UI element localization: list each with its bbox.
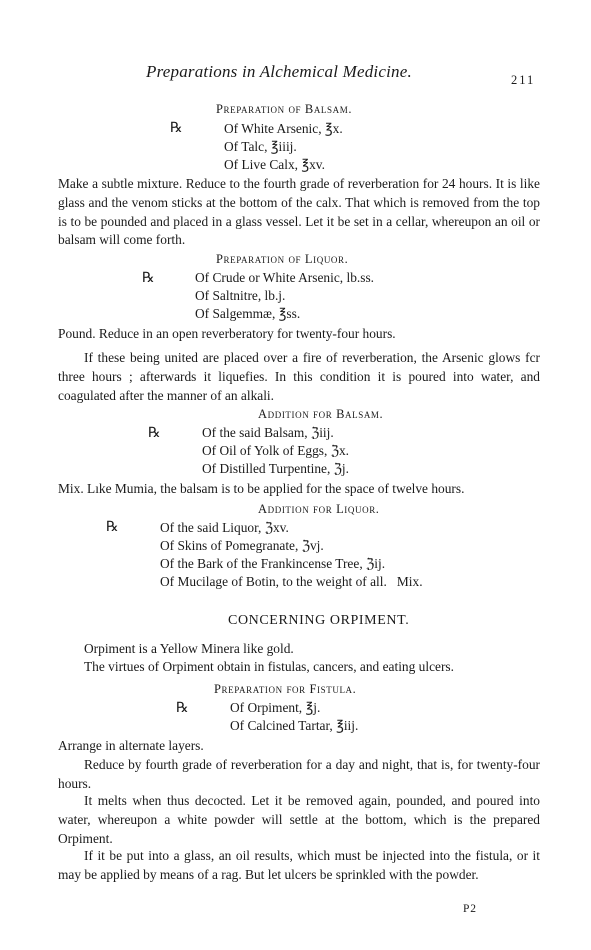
balsam-heading: Preparation of Balsam. (216, 102, 353, 116)
recipe-line: Of White Arsenic, ℥x. (224, 121, 343, 136)
recipe-line: Of Skins of Pomegranate, ℨvj. (160, 538, 324, 553)
running-title: Preparations in Alchemical Medicine. (146, 62, 412, 81)
addition-liquor-heading: Addition for Liquor. (258, 502, 380, 516)
recipe-line: Of Oil of Yolk of Eggs, ℨx. (202, 443, 350, 458)
balsam-paragraph: Make a subtle mixture. Reduce to the fourth grade of reverberation for 24 hours. It is like glass and the venom sticks at the bottom of the calx. That which is removed from the top is to be pounded and placed in a glass vessel. Let it be set in a cellar, whereupon an oil or balsam will come forth. (58, 176, 540, 248)
orpiment-paragraph: Reduce by fourth grade of reverberation for a day and night, that is, for twenty-four hours. (58, 757, 540, 791)
recipe-line: Of Orpiment, ℥j. (230, 700, 321, 715)
recipe-symbol: ℞ (106, 520, 119, 535)
recipe-line: Of Saltnitre, lb.j. (195, 288, 286, 303)
fistula-heading: Preparation for Fistula. (214, 682, 357, 696)
recipe-line: Of Salgemmæ, ℥ss. (195, 306, 301, 321)
orpiment-paragraph: It melts when thus decocted. Let it be removed again, pounded, and poured into water, whereupon a white powder will settle at the bottom, which is the prepared Orpiment. (58, 793, 540, 846)
recipe-symbol: ℞ (176, 701, 189, 716)
addition-balsam-heading: Addition for Balsam. (258, 407, 384, 421)
chapter-title: CONCERNING ORPIMENT. (228, 613, 410, 628)
liquor-heading: Preparation of Liquor. (216, 252, 349, 266)
recipe-symbol: ℞ (148, 426, 161, 441)
recipe-line: Of Talc, ℥iiij. (224, 139, 297, 154)
recipe-symbol: ℞ (142, 271, 155, 286)
orpiment-paragraph: If it be put into a glass, an oil results, which must be injected into the fistula, or it may be applied by means of a rag. But let ulcers be sprinkled with the powder. (58, 848, 540, 882)
recipe-symbol: ℞ (170, 121, 183, 136)
recipe-line: Of Live Calx, ℥xv. (224, 157, 325, 172)
recipe-line: Of the said Balsam, ℨiij. (202, 425, 334, 440)
addition-balsam-paragraph: Mix. Lıke Mumia, the balsam is to be applied for the space of twelve hours. (58, 481, 465, 496)
page-number: 211 (511, 73, 536, 87)
recipe-line: Of Mucilage of Botin, to the weight of all. Mix. (160, 574, 423, 589)
orpiment-paragraph: The virtues of Orpiment obtain in fistulas, cancers, and eating ulcers. (84, 659, 454, 674)
recipe-line: Of Distilled Turpentine, ℨj. (202, 461, 349, 476)
recipe-line: Of Crude or White Arsenic, lb.ss. (195, 270, 375, 285)
liquor-paragraph: If these being united are placed over a fire of reverberation, the Arsenic glows fcr three hours ; afterwards it liquefies. In this condition it is poured into water, and coagulated after the manner of an alkali. (58, 350, 540, 403)
liquor-paragraph: Pound. Reduce in an open reverberatory for twenty-four hours. (58, 326, 396, 341)
recipe-line: Of Calcined Tartar, ℥iij. (230, 718, 359, 733)
recipe-line: Of the said Liquor, ℨxv. (160, 520, 289, 535)
orpiment-paragraph: Orpiment is a Yellow Minera like gold. (84, 641, 294, 656)
signature-mark: P2 (463, 903, 477, 915)
recipe-line: Of the Bark of the Frankincense Tree, ℨij. (160, 556, 386, 571)
orpiment-paragraph: Arrange in alternate layers. (58, 738, 204, 753)
